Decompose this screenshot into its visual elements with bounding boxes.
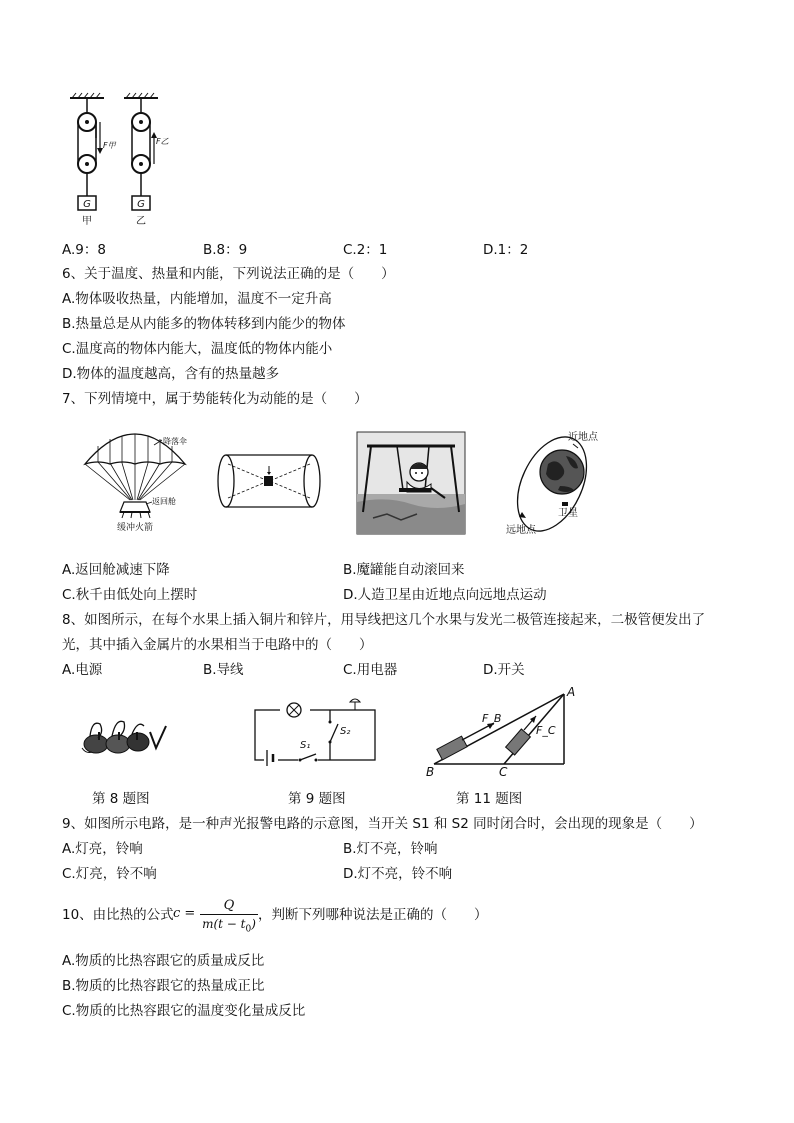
caption-jia: 甲 (82, 216, 92, 227)
q6-option-b: B.热量总是从内能多的物体转移到内能少的物体 (62, 316, 346, 332)
q10-option-a: A.物质的比热容跟它的质量成反比 (62, 953, 265, 969)
caption-fig8: 第 8 题图 (92, 791, 150, 807)
alarm-circuit-figure (250, 694, 380, 766)
label-perigee: 近地点 (568, 432, 598, 443)
formula-denominator (200, 915, 258, 938)
magic-can-figure (214, 452, 324, 510)
pulley-figure (62, 92, 172, 242)
parachute-figure (80, 432, 190, 544)
label-c: C (499, 765, 508, 779)
label-satellite: 卫星 (558, 508, 578, 519)
q7-option-b: B.魔罐能自动滚回来 (343, 562, 465, 578)
caption-yi: 乙 (136, 216, 146, 227)
q10-stem-suffix: ，判断下列哪种说法是正确的（ ） (258, 907, 488, 923)
q5-option-c: C.2：1 (343, 242, 388, 258)
q6-option-d: D.物体的温度越高，含有的热量越多 (62, 366, 280, 382)
label-b: B (426, 765, 435, 779)
q5-option-a: A.9：8 (62, 242, 106, 258)
weight-label-yi: G (137, 199, 145, 210)
q8-option-a: A.电源 (62, 662, 103, 678)
label-capsule: 返回舱 (152, 497, 176, 506)
q6-option-a: A.物体吸收热量，内能增加，温度不一定升高 (62, 291, 332, 307)
formula-den-text: m(t − t (202, 917, 246, 931)
label-fc: F_C (536, 724, 556, 737)
q8-option-b: B.导线 (203, 662, 244, 678)
formula-den-close: ) (251, 917, 256, 931)
q9-option-a: A.灯亮，铃响 (62, 841, 143, 857)
q5-option-d: D.1：2 (483, 242, 529, 258)
q8-option-d: D.开关 (483, 662, 525, 678)
formula-numerator: Q (200, 898, 258, 915)
q5-option-b: B.8：9 (203, 242, 248, 258)
q10-option-b: B.物质的比热容跟它的热量成正比 (62, 978, 265, 994)
force-label-yi: F乙 (156, 137, 169, 146)
q9-option-c: C.灯亮，铃不响 (62, 866, 157, 882)
caption-fig9: 第 9 题图 (288, 791, 346, 807)
label-s2: S₂ (340, 726, 351, 737)
q6-option-c: C.温度高的物体内能大，温度低的物体内能小 (62, 341, 333, 357)
q10-option-c: C.物质的比热容跟它的温度变化量成反比 (62, 1003, 306, 1019)
caption-fig11: 第 11 题图 (456, 791, 523, 807)
label-parachute: 降落伞 (163, 437, 187, 446)
q7-stem: 7、下列情境中，属于势能转化为动能的是（ ） (62, 391, 368, 407)
force-label-jia: F甲 (103, 141, 116, 150)
q9-option-d: D.灯不亮，铃不响 (343, 866, 453, 882)
q7-option-c: C.秋千由低处向上摆时 (62, 587, 198, 603)
weight-label-jia: G (83, 199, 91, 210)
q10-stem-prefix: 10、由比热的公式 (62, 907, 174, 923)
incline-figure (424, 684, 574, 778)
formula-lhs: c = (173, 906, 196, 921)
formula-fraction (200, 898, 258, 938)
q6-stem: 6、关于温度、热量和内能，下列说法正确的是（ ） (62, 266, 395, 282)
fruit-battery-figure (78, 712, 170, 756)
label-apogee: 远地点 (506, 525, 536, 536)
label-s1: S₁ (300, 740, 311, 751)
q9-option-b: B.灯不亮，铃响 (343, 841, 438, 857)
label-rocket: 缓冲火箭 (116, 523, 154, 533)
q9-stem: 9、如图所示电路，是一种声光报警电路的示意图，当开关 S1 和 S2 同时闭合时，会出现的现象是（ ） (62, 816, 703, 832)
specific-heat-formula (173, 896, 263, 936)
q7-option-d: D.人造卫星由近地点向远地点运动 (343, 587, 547, 603)
formula-den-sub: 0 (245, 924, 252, 935)
label-a: A (567, 685, 576, 699)
q7-option-a: A.返回舱减速下降 (62, 562, 170, 578)
q8-stem-line2: 光，其中插入金属片的水果相当于电路中的（ ） (62, 637, 373, 653)
swing-figure (357, 432, 465, 534)
q8-stem-line1: 8、如图所示，在每个水果上插入铜片和锌片，用导线把这几个水果与发光二极管连接起来，二极管便发出了 (62, 612, 706, 628)
label-fb: F_B (482, 712, 502, 725)
satellite-orbit-figure (500, 428, 640, 540)
q8-option-c: C.用电器 (343, 662, 398, 678)
